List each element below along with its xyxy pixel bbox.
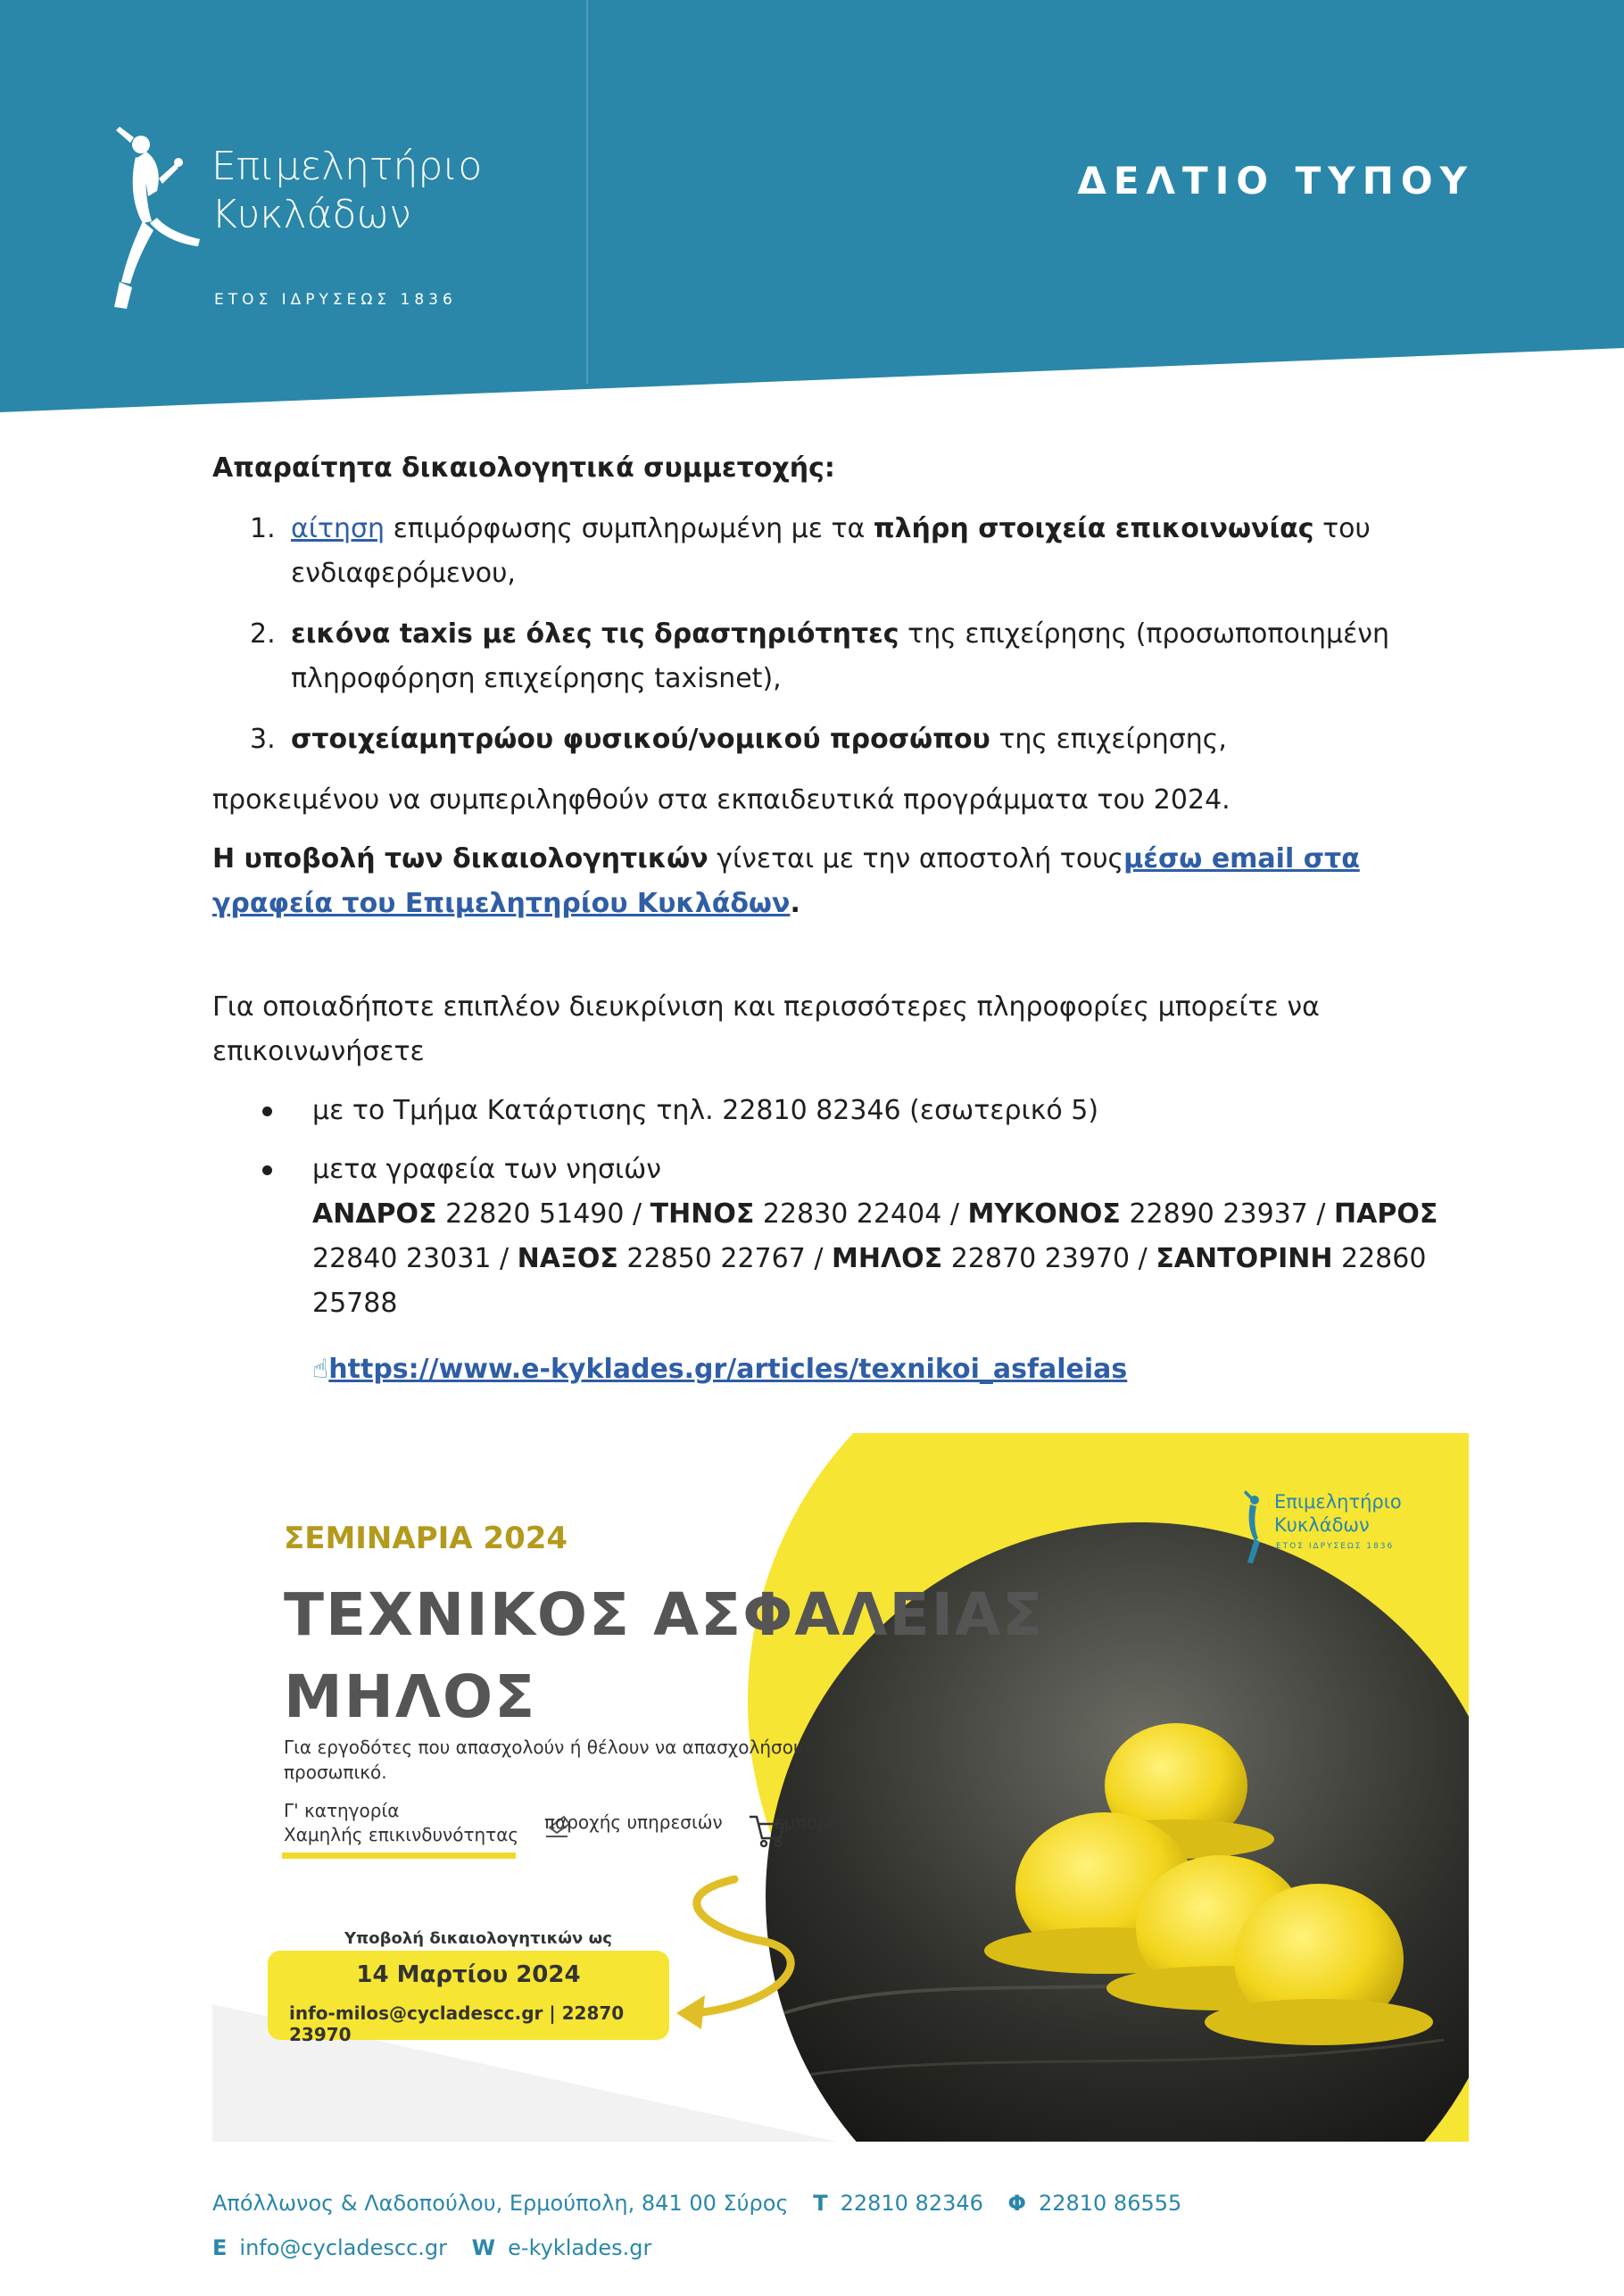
web-label: W bbox=[471, 2235, 496, 2260]
footer-line2 bbox=[212, 2226, 1181, 2270]
pointer-hand-icon: ☝ bbox=[312, 1354, 329, 1385]
seminar-poster bbox=[212, 1433, 1469, 2142]
item-text: του ενδιαφερόμενου, bbox=[291, 513, 1371, 589]
item-number: 2. bbox=[250, 618, 276, 650]
contacts-list bbox=[212, 1089, 1479, 1326]
application-link[interactable]: αίτηση bbox=[291, 513, 385, 544]
poster-logo-name bbox=[1274, 1490, 1402, 1537]
contact-bullet-training bbox=[212, 1089, 1479, 1133]
footer-website[interactable]: e-kyklades.gr bbox=[508, 2235, 652, 2260]
footer-address: Απόλλωνος & Λαδοπούλου, Ερμούπολη, 841 00 Σύρος bbox=[212, 2191, 789, 2216]
island-phone: 22860 25788 bbox=[312, 1243, 1427, 1319]
poster-trade-label: εμπορίου bbox=[775, 1811, 857, 1833]
poster-title-line1: ΤΕΧΝΙΚΟΣ ΑΣΦΑΛΕΙΑΣ bbox=[284, 1580, 1045, 1649]
island-name: ΑΝΔΡΟΣ bbox=[312, 1198, 437, 1230]
footer-line1 bbox=[212, 2181, 1181, 2226]
logo-org-name bbox=[211, 143, 482, 239]
island-name: ΝΑΞΟΣ bbox=[517, 1243, 618, 1274]
phone-label: Τ bbox=[813, 2191, 828, 2216]
poster-title-line2: ΜΗΛΟΣ bbox=[284, 1662, 537, 1731]
deadline-date: 14 Μαρτίου 2024 bbox=[356, 1961, 581, 1988]
submission-text: γίνεται με την αποστολή τους bbox=[708, 843, 1124, 874]
island-name: ΤΗΝΟΣ bbox=[650, 1198, 755, 1230]
poster-title bbox=[284, 1574, 1044, 1738]
category-line2: Χαμηλής επικινδυνότητας bbox=[284, 1824, 519, 1845]
press-release-title: ΔΕΛΤΙΟ ΤΥΠΟΥ bbox=[1077, 159, 1474, 203]
main-content bbox=[212, 446, 1479, 1392]
item-number: 3. bbox=[250, 724, 276, 755]
island-phone: 22850 22767 / bbox=[617, 1243, 832, 1274]
poster-description: Για εργοδότες που απασχολούν ή θέλουν να απασχολήσουν προσωπικό. bbox=[284, 1737, 814, 1783]
footer bbox=[212, 2181, 1181, 2270]
header-divider bbox=[586, 0, 588, 384]
item-text: της επιχείρησης (προσωποποιημένη πληροφόρηση επιχείρησης taxisnet), bbox=[291, 618, 1390, 694]
submission-end: . bbox=[790, 888, 800, 919]
item-bold-text: στοιχείαμητρώου φυσικού/νομικού προσώπου bbox=[291, 724, 990, 755]
footer-phone: 22810 82346 bbox=[840, 2191, 983, 2216]
poster-logo-line2: Κυκλάδων bbox=[1274, 1514, 1370, 1536]
deadline-box bbox=[268, 1951, 669, 2045]
poster-logo-since: ΕΤΟΣ ΙΔΡΥΣΕΩΣ 1836 bbox=[1276, 1542, 1395, 1551]
footer-email[interactable]: info@cycladescc.gr bbox=[239, 2235, 448, 2260]
inclusion-note: προκειμένου να συμπεριληφθούν στα εκπαιδευτικά προγράμματα του 2024. bbox=[212, 784, 1230, 816]
item-text: της επιχείρησης, bbox=[990, 724, 1227, 755]
deadline-label: Υποβολή δικαιολογητικών ως bbox=[344, 1929, 612, 1948]
hermes-logo-icon bbox=[107, 125, 205, 317]
submission-email-link[interactable]: μέσω email στα γραφεία του Επιμελητηρίου Κυκλάδων bbox=[212, 843, 1360, 919]
fax-label: Φ bbox=[1007, 2191, 1026, 2216]
contact-intro: Για οποιαδήποτε επιπλέον διευκρίνιση και περισσότερες πληροφορίες μπορείτε να επικοινωνήσετε bbox=[212, 991, 1320, 1067]
logo-founded-year: ΕΤΟΣ ΙΔΡΥΣΕΩΣ 1836 bbox=[214, 291, 457, 309]
poster-category bbox=[284, 1799, 518, 1847]
island-phone: 22890 23937 / bbox=[1120, 1198, 1335, 1230]
logo-name-line1: Επιμελητήριο bbox=[211, 144, 483, 189]
island-phone: 22820 51490 / bbox=[436, 1198, 650, 1230]
requirements-heading: Απαραίτητα δικαιολογητικά συμμετοχής: bbox=[212, 452, 835, 484]
training-dept-phone: με το Τμήμα Κατάρτισης τηλ. 22810 82346 (εσωτερικό 5) bbox=[312, 1095, 1099, 1126]
item-number: 1. bbox=[250, 513, 276, 544]
poster-logo-line1: Επιμελητήριο bbox=[1274, 1491, 1402, 1513]
contact-bullet-islands bbox=[212, 1148, 1479, 1326]
requirement-item bbox=[212, 717, 1479, 762]
requirement-item bbox=[212, 612, 1479, 701]
island-phone: 22830 22404 / bbox=[754, 1198, 968, 1230]
bullet-dot bbox=[262, 1165, 272, 1175]
island-name: ΣΑΝΤΟΡΙΝΗ bbox=[1156, 1243, 1333, 1274]
submission-paragraph bbox=[212, 837, 1479, 926]
footer-fax: 22810 86555 bbox=[1038, 2191, 1182, 2216]
poster-contact: info-milos@cycladescc.gr | 22870 23970 bbox=[289, 2002, 625, 2045]
island-name: ΠΑΡΟΣ bbox=[1334, 1198, 1438, 1230]
island-phone: 22840 23031 / bbox=[312, 1243, 518, 1274]
island-name: ΜΥΚΟΝΟΣ bbox=[967, 1198, 1121, 1230]
island-phone: 22870 23970 / bbox=[942, 1243, 1156, 1274]
email-label: E bbox=[212, 2235, 228, 2260]
bullet-dot bbox=[262, 1107, 272, 1116]
requirement-item bbox=[212, 507, 1479, 596]
submission-bold: Η υποβολή των δικαιολογητικών bbox=[212, 843, 708, 874]
islands-intro: μετα γραφεία των νησιών bbox=[312, 1154, 662, 1185]
item-bold-text: πλήρη στοιχεία επικοινωνίας bbox=[873, 513, 1314, 544]
category-underline bbox=[282, 1853, 516, 1859]
islands-phones bbox=[312, 1192, 1479, 1326]
item-bold-text: εικόνα taxis με όλες τις δραστηριότητες bbox=[291, 618, 899, 650]
poster-seminars-label: ΣΕΜΙΝΑΡΙΑ 2024 bbox=[284, 1521, 568, 1556]
logo-name-line2: Κυκλάδων bbox=[211, 192, 411, 237]
requirements-list bbox=[212, 507, 1479, 762]
item-text: επιμόρφωσης συμπληρωμένη με τα bbox=[385, 513, 874, 544]
category-line1: Γ' κατηγορία bbox=[284, 1800, 400, 1821]
poster-services-label: παροχής υπηρεσιών bbox=[544, 1811, 723, 1833]
url-line bbox=[212, 1347, 1479, 1392]
island-name: ΜΗΛΟΣ bbox=[832, 1243, 943, 1274]
seminar-url-link[interactable]: https://www.e-kyklades.gr/articles/texnikoi_asfaleias bbox=[328, 1354, 1128, 1385]
